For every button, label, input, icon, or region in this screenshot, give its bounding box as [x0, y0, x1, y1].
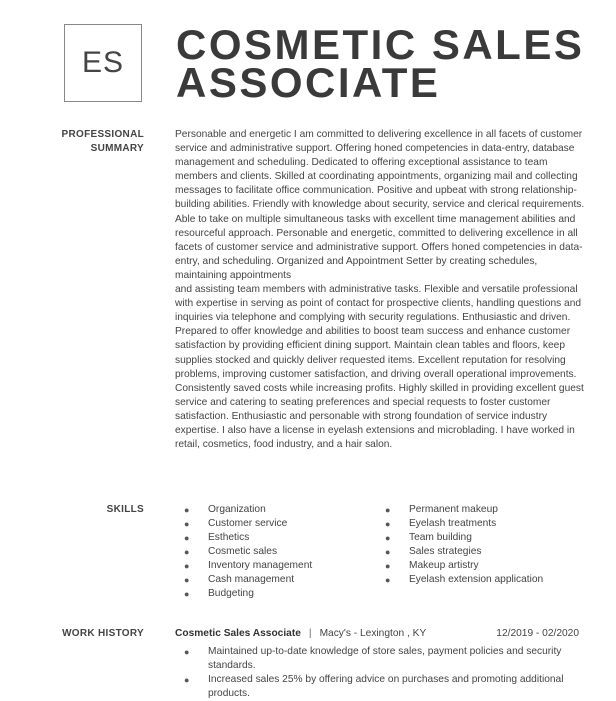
skill-item: ● Sales strategies: [385, 546, 482, 557]
skill-item: ● Organization: [184, 504, 266, 515]
professional-summary: [175, 128, 585, 452]
resume-title: [176, 21, 606, 106]
bullet-icon: ●: [385, 547, 391, 557]
bullet-icon: ●: [184, 589, 190, 599]
bullet-icon: ●: [184, 561, 190, 571]
skill-item: ● Budgeting: [184, 588, 254, 599]
bullet-icon: ●: [385, 533, 391, 543]
summary-label-line-1: PROFESSIONAL: [61, 129, 144, 140]
skill-item: ● Inventory management: [184, 560, 313, 571]
duty-item: ● Increased sales 25% by offering advice on purchases and promoting additional products.: [184, 674, 564, 699]
job-header: [175, 627, 585, 641]
skills-list-left: [184, 503, 312, 601]
skill-item: ● Customer service: [184, 518, 288, 529]
work-history-label: WORK HISTORY: [62, 628, 144, 639]
skill-item: ● Team building: [385, 532, 472, 543]
bullet-icon: ●: [184, 519, 190, 529]
summary-label-line-2: SUMMARY: [90, 143, 144, 154]
job-title: Cosmetic Sales Associate: [175, 628, 301, 639]
bullet-icon: ●: [385, 519, 391, 529]
bullet-icon: ●: [385, 561, 391, 571]
job-separator: |: [308, 628, 312, 639]
skill-item: ● Cosmetic sales: [184, 546, 278, 557]
summary-paragraph-1: Personable and energetic I am committed to delivering excellence in all facets of customer service and administrative support. Offering honed competencies in data-entry, database management and scheduling. Dedicated to offering exceptional assistance to team members and clients. Skilled at coordinating appointments, organizing mail and collecting messages to facilitate office communication. Positive and upbeat with strong relationship-building abilities. Friendly with knowledge about security, service and clerical requirements. Able to take on multiple simultaneous tasks with excellent time management abilities and resourceful approach. Personable and energetic, committed to delivering excellence in all facets of customer service and administrative support. Offers honed competencies in data-entry, and scheduling. Organized and Appointment Setter by creating schedules, maintaining appointments: [175, 129, 585, 281]
bullet-icon: ●: [385, 575, 391, 585]
bullet-icon: ●: [184, 575, 190, 585]
summary-label: [62, 128, 145, 156]
bullet-icon: ●: [184, 547, 190, 557]
bullet-icon: ●: [184, 647, 190, 657]
bullet-icon: ●: [184, 675, 190, 685]
bullet-icon: ●: [385, 505, 391, 515]
initials-monogram: ES: [64, 24, 142, 102]
job-duties: [184, 645, 564, 701]
job-dates: 12/2019 - 02/2020: [496, 628, 579, 639]
title-line-1: COSMETIC SALES: [176, 21, 585, 68]
skill-item: ● Cash management: [184, 574, 295, 585]
skill-item: ● Permanent makeup: [385, 504, 498, 515]
skill-item: ● Esthetics: [184, 532, 250, 543]
skills-list-right: [385, 503, 543, 587]
bullet-icon: ●: [184, 505, 190, 515]
skills-label: SKILLS: [106, 504, 144, 515]
summary-paragraph-2: and assisting team members with administrative tasks. Flexible and versatile professional with expertise in serving as point of contact for prospective clients, handling questions and inquiries via telephone and complying with security regulations. Enthusiastic and driven. Prepared to offer knowledge and abilities to boost team success and enhance customer satisfaction by providing efficient dining support. Maintain clean tables and floors, keep supplies stocked and quickly deliver requested items. Excellent reputation for resolving problems, improving customer satisfaction, and driving overall operational improvements. Consistently saved costs while increasing profits. Highly skilled in providing excellent guest service and catering to seating preferences and special requests to foster customer satisfaction. Enthusiastic and personable with strong foundation of service industry expertise. I also have a license in eyelash extensions and microblading. I have worked in retail, cosmetics, food industry, and a hair salon.: [175, 284, 584, 451]
bullet-icon: ●: [184, 533, 190, 543]
skill-item: ● Eyelash treatments: [385, 518, 497, 529]
skill-item: ● Makeup artistry: [385, 560, 479, 571]
duty-item: ● Maintained up-to-date knowledge of store sales, payment policies and security standards.: [184, 646, 562, 671]
title-line-2: ASSOCIATE: [176, 59, 441, 106]
job-company: Macy's - Lexington , KY: [319, 628, 427, 639]
skill-item: ● Eyelash extension application: [385, 574, 544, 585]
